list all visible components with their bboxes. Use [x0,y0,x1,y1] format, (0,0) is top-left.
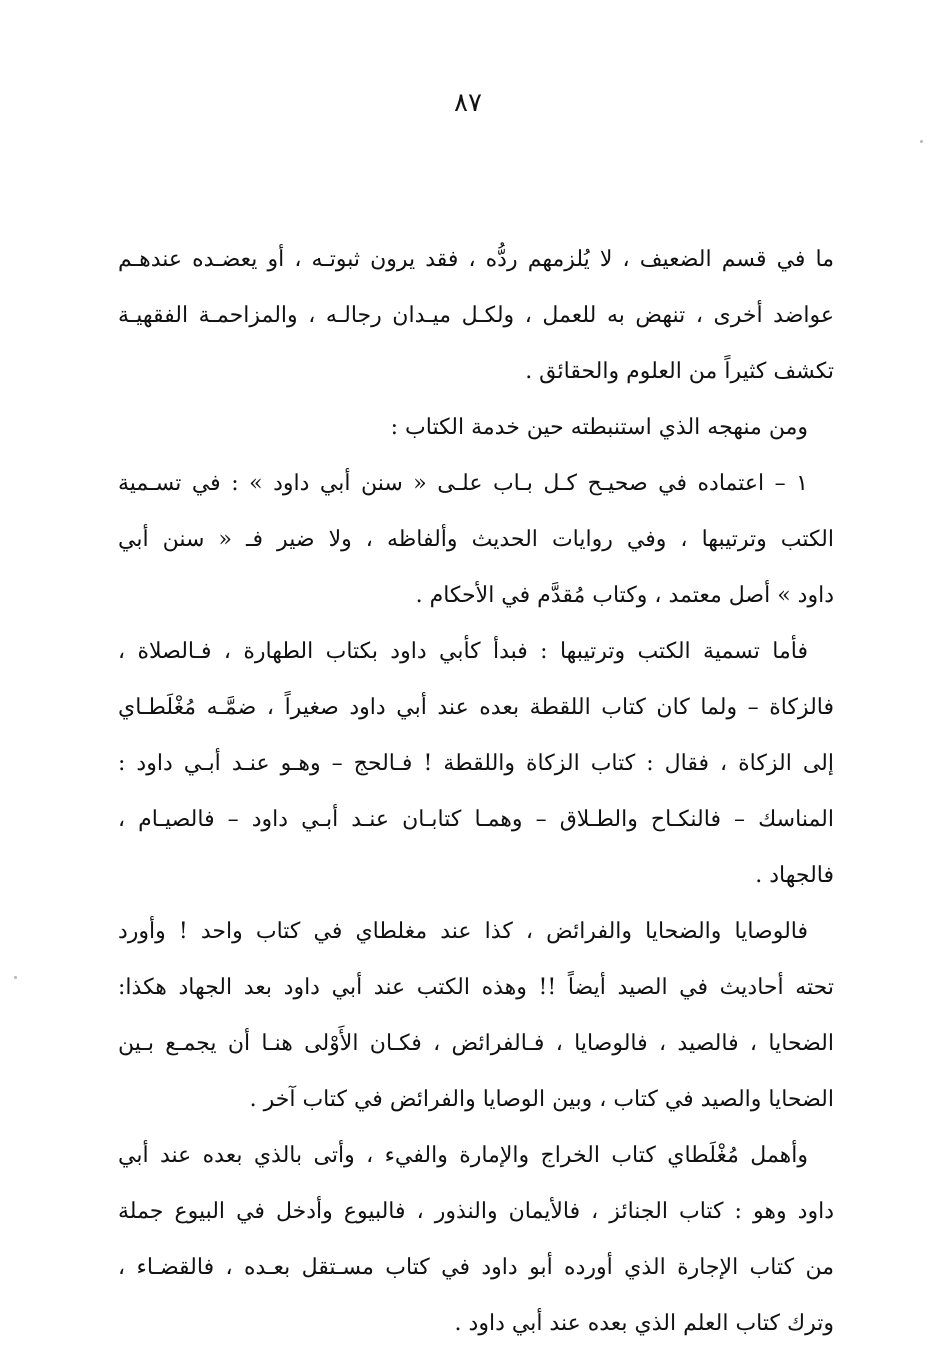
text-line: إلى الزكاة ، فقال : كتاب الزكاة واللقطة ! فـالحج – وهـو عنـد أبـي داود : [118,751,834,776]
paragraph-1 [118,232,834,400]
text-line: المناسك – فالنكـاح والطـلاق – وهمـا كتابـان عنـد أبـي داود – فالصيـام ، [118,807,834,832]
text-line: داود » أصل معتمد ، وكتاب مُقدَّم في الأحكام . [415,583,834,608]
paragraph-6 [118,1128,834,1352]
page-body [118,232,834,1352]
paragraph-5 [118,904,834,1128]
text-line: الضحايا ، فالصيد ، فالوصايا ، فـالفرائض ، فكـان الأَوْلى هنـا أن يجمـع بـين [118,1031,834,1056]
text-line: ومن منهجه الذي استنبطته حين خدمة الكتاب : [390,415,808,440]
text-line: تكشف كثيراً من العلوم والحقائق . [525,359,834,384]
text-line: تحته أحاديث في الصيد أيضاً !! وهذه الكتب عند أبي داود بعد الجهاد هكذا: [118,975,834,1000]
paragraph-2 [118,400,834,456]
scan-speck [14,976,17,979]
page-number: ٨٧ [454,88,482,118]
text-line: فالجهاد . [755,863,834,888]
text-line: وأهمل مُغْلَطاي كتاب الخراج والإمارة والفيء ، وأتى بالذي بعده عند أبي [118,1143,808,1168]
text-line: الضحايا والصيد في كتاب ، وبين الوصايا والفرائض في كتاب آخر . [249,1087,834,1112]
text-line: فالوصايا والضحايا والفرائض ، كذا عند مغلطاي في كتاب واحد ! وأورد [118,919,808,944]
scan-speck [920,140,923,143]
text-line: داود وهو : كتاب الجنائز ، فالأيمان والنذور ، فالبيوع وأدخل في البيوع جملة [118,1199,834,1224]
text-line: الكتب وترتيبها ، وفي روايات الحديث وألفاظه ، ولا ضير فـ « سنن أبي [118,527,834,552]
text-line: من كتاب الإجارة الذي أورده أبو داود في كتاب مسـتقل بعـده ، فالقضـاء ، [118,1255,834,1280]
paragraph-4 [118,624,834,904]
paragraph-3 [118,456,834,624]
text-line: وترك كتاب العلم الذي بعده عند أبي داود . [454,1311,834,1336]
text-line: فالزكاة – ولما كان كتاب اللقطة بعده عند أبي داود صغيراً ، ضمَّـه مُغْلَطـاي [118,695,834,720]
text-line: ما في قسم الضعيف ، لا يُلزمهم ردُّه ، فقد يرون ثبوتـه ، أو يعضـده عندهـم [118,247,834,272]
text-line: فأما تسمية الكتب وترتيبها : فبدأ كأبي داود بكتاب الطهارة ، فـالصلاة ، [118,639,808,664]
text-line: ١ – اعتماده في صحيـح كـل بـاب علـى « سنن أبي داود » : في تسـمية [118,471,808,496]
text-line: عواضد أخرى ، تنهض به للعمل ، ولكـل ميـدان رجالـه ، والمزاحمـة الفقهيـة [118,303,834,328]
